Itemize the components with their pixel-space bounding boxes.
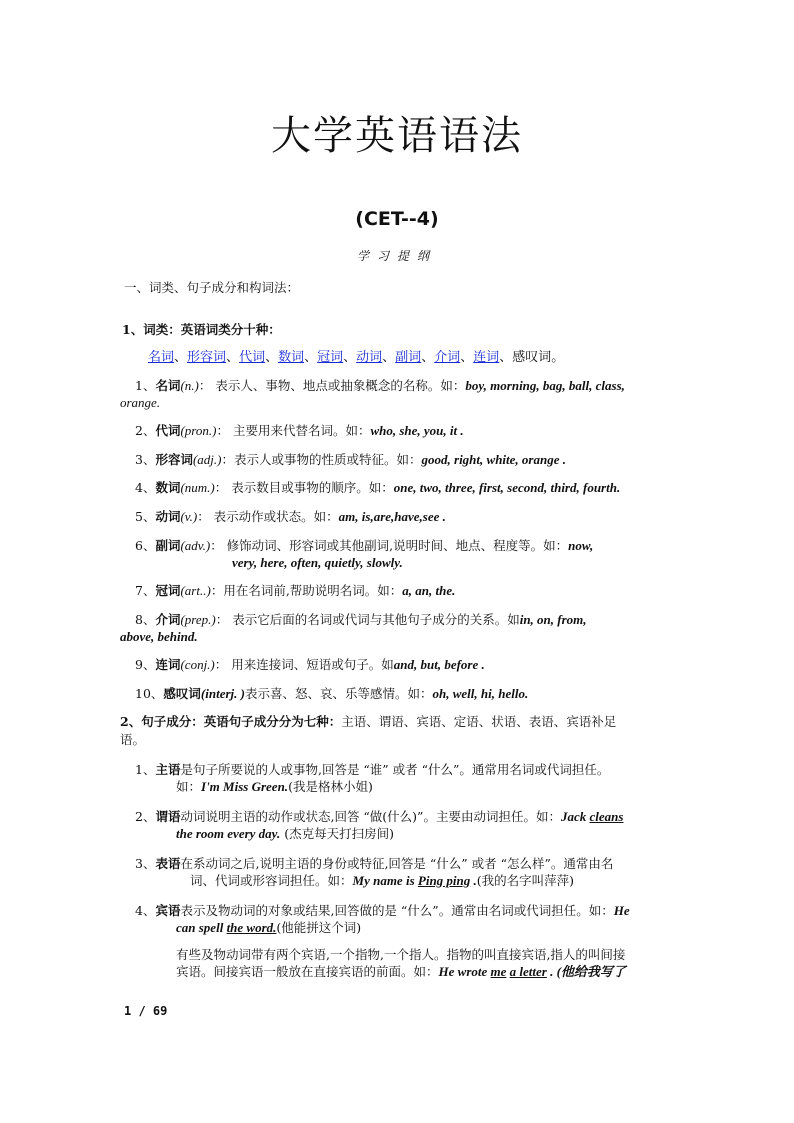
word-class-link-verb[interactable]: 动词 xyxy=(356,350,383,365)
object-paragraph: 有些及物动词带有两个宾语,一个指物,一个指人。指物的叫直接宾语,指人的叫间接 xyxy=(176,947,626,962)
page-number: 1 / 69 xyxy=(124,1004,168,1018)
word-class-link-article[interactable]: 冠词 xyxy=(317,350,344,365)
object-example: can spell the word.(他能拼这个词) xyxy=(176,920,362,935)
separator: 、 xyxy=(174,350,188,365)
page-title: 大学英语语法 xyxy=(271,113,523,159)
separator: 、 xyxy=(382,350,396,365)
word-class-last: 、感叹词。 xyxy=(499,350,565,365)
word-class-item: 6、副词(adv.)： 修饰动词、形容词或其他副词,说明时间、地点、程度等。如：now, xyxy=(135,538,594,553)
word-class-link-preposition[interactable]: 介词 xyxy=(434,350,461,365)
predicative-example: 词、代词或形容词担任。如：My name is Ping ping .(我的名字叫萍萍) xyxy=(190,873,575,888)
word-class-item: 1、名词(n.)： 表示人、事物、地点或抽象概念的名称。如：boy, morning, bag, ball, class, xyxy=(135,378,625,393)
word-class-link-conjunction[interactable]: 连词 xyxy=(473,350,500,365)
predicative-item: 3、表语在系动词之后,说明主语的身份或特征,回答是 “什么” 或者 “怎么样”。通常由名 xyxy=(135,856,614,871)
word-class-link-pronoun[interactable]: 代词 xyxy=(239,350,266,365)
word-class-item-cont: above, behind. xyxy=(120,629,198,644)
predicate-item: 2、谓语动词说明主语的动作或状态,回答 “做(什么)”。主要由动词担任。如：Jack cleans xyxy=(135,809,624,824)
separator: 、 xyxy=(226,350,240,365)
subject-item: 1、主语是句子所要说的人或事物,回答是 “谁” 或者 “什么”。通常用名词或代词担任。 xyxy=(135,762,610,777)
predicate-example: the room every day. (杰克每天打扫房间) xyxy=(176,826,394,841)
word-class-link-noun[interactable]: 名词 xyxy=(148,350,175,365)
section-2-heading: 2、句子成分：英语句子成分分为七种：主语、谓语、宾语、定语、状语、表语、宾语补足 xyxy=(120,714,617,729)
word-class-item-cont: orange. xyxy=(120,395,161,410)
word-class-item: 7、冠词(art..)：用在名词前,帮助说明名词。如：a, an, the. xyxy=(135,583,456,598)
word-class-item: 2、代词(pron.)： 主要用来代替名词。如：who, she, you, it . xyxy=(135,423,464,438)
word-class-list xyxy=(148,349,564,366)
word-class-link-numeral[interactable]: 数词 xyxy=(278,350,305,365)
word-class-item-cont: very, here, often, quietly, slowly. xyxy=(232,555,403,570)
subject-example: 如：I'm Miss Green.(我是格林小姐) xyxy=(176,779,373,794)
word-class-item: 4、数词(num.)： 表示数目或事物的顺序。如：one, two, three, first, second, third, fourth. xyxy=(135,480,621,495)
object-item: 4、宾语表示及物动词的对象或结果,回答做的是 “什么”。通常由名词或代词担任。如：He xyxy=(135,903,630,918)
outline-label: 学习提纲 xyxy=(356,249,437,263)
separator: 、 xyxy=(460,350,474,365)
separator: 、 xyxy=(343,350,357,365)
object-paragraph-cont: 宾语。间接宾语一般放在直接宾语的前面。如：He wrote me a letter . (他给我写了 xyxy=(176,964,626,979)
page-subtitle: (CET--4) xyxy=(355,208,439,230)
word-class-item: 8、介词(prep.)： 表示它后面的名词或代词与其他句子成分的关系。如in, on, from, xyxy=(135,612,587,627)
section-1-heading: 1、词类：英语词类分十种： xyxy=(122,322,281,337)
separator: 、 xyxy=(421,350,435,365)
word-class-item: 5、动词(v.)： 表示动作或状态。如：am, is,are,have,see . xyxy=(135,509,446,524)
word-class-link-adjective[interactable]: 形容词 xyxy=(187,350,227,365)
section-2-heading-cont: 语。 xyxy=(120,732,146,747)
word-class-item: 3、形容词(adj.)：表示人或事物的性质或特征。如：good, right, white, orange . xyxy=(135,452,566,467)
word-class-item: 9、连词(conj.)： 用来连接词、短语或句子。如and, but, before . xyxy=(135,657,485,672)
section-intro: 一、词类、句子成分和构词法： xyxy=(124,280,300,295)
separator: 、 xyxy=(265,350,279,365)
word-class-link-adverb[interactable]: 副词 xyxy=(395,350,422,365)
word-class-item: 10、感叹词(interj. )表示喜、怒、哀、乐等感情。如：oh, well, hi, hello. xyxy=(135,686,529,701)
separator: 、 xyxy=(304,350,318,365)
